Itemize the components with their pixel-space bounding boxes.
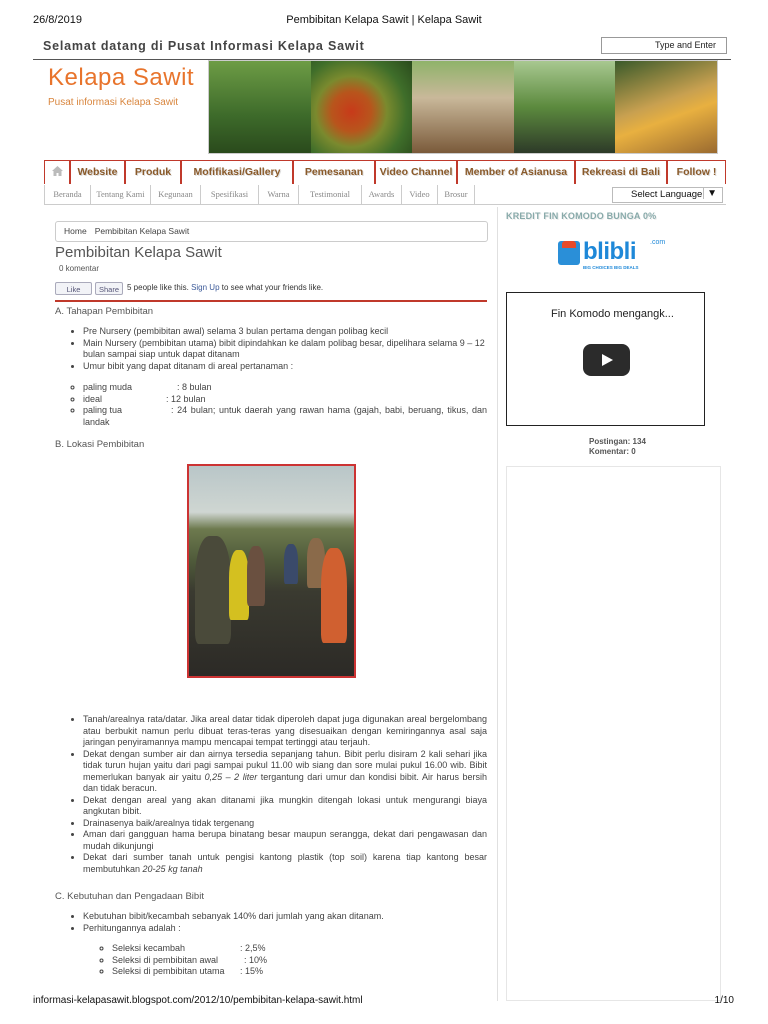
- list-item: [83, 749, 487, 795]
- list-item-text: Dekat dengan sumber air dan airnya tersedia sepanjang tahun. Bibit perlu disiram 2 kali sehari jika tidak turun hujan yaitu dari pagi sampai pukul 11.00 wib siang dan sore mulai pukul 16.00 wib. Bibit memerlukan banyak air yaitu: [83, 748, 487, 782]
- banner-timber: [615, 61, 717, 153]
- subnav-video[interactable]: Video: [401, 185, 437, 205]
- subnav-tentang-kami[interactable]: Tentang Kami: [90, 185, 150, 205]
- calc-label: Seleksi di pembibitan awal: [112, 954, 219, 965]
- list-item: • Perhitungannya adalah :: [83, 923, 487, 935]
- list-item: [83, 394, 487, 406]
- like-text: [127, 283, 323, 292]
- banner-hornbill: [514, 61, 616, 153]
- play-icon[interactable]: [583, 344, 630, 376]
- subnav-warna[interactable]: Warna: [258, 185, 298, 205]
- list-item: • Aman dari gangguan hama berupa binatang besar maupun serangga, dekat dari pengawasan dan mudah dikunjungi: [83, 829, 487, 852]
- list-item: [83, 382, 487, 394]
- calc-value: : 10%: [244, 954, 268, 965]
- blibli-com: .com: [650, 239, 666, 246]
- like-count: 5 people like this.: [127, 283, 189, 292]
- section-b-content: [55, 714, 487, 875]
- nav-rekreasi-bali[interactable]: Rekreasi di Bali: [575, 160, 667, 184]
- comments-total: Komentar: 0: [589, 447, 636, 456]
- age-label: paling muda: [83, 382, 133, 392]
- language-select-label: Select Language: [631, 189, 703, 200]
- welcome-text: Selamat datang di Pusat Informasi Kelapa Sawit: [43, 39, 365, 53]
- list-item-text: Dekat dari sumber tanah untuk pengisi kantong plastik (top soil) karena tiap kantong besar membutuhkan: [83, 852, 487, 874]
- main-nav: [44, 160, 726, 184]
- site-tagline: Pusat informasi Kelapa Sawit: [48, 97, 179, 108]
- shopping-bag-icon: [558, 241, 580, 265]
- shopping-bag-top: [562, 241, 576, 248]
- like-button[interactable]: Like: [55, 282, 92, 295]
- banner-harvester: [412, 61, 514, 153]
- nav-produk[interactable]: Produk: [125, 160, 181, 184]
- list-item-emphasis: 20-25 kg tanah: [142, 863, 203, 874]
- like-suffix: to see what your friends like.: [221, 283, 324, 292]
- age-label: paling tua: [83, 405, 123, 415]
- list-item-text: tergantung dari umur dan kondisi bibit. Air harus bersih dan tidak beracun.: [83, 771, 487, 793]
- section-b-heading: B. Lokasi Pembibitan: [55, 439, 145, 450]
- list-item: [112, 966, 487, 978]
- print-page-number: 1/10: [714, 995, 734, 1006]
- share-button[interactable]: Share: [95, 282, 123, 295]
- section-c-content: [55, 911, 487, 978]
- comment-count[interactable]: 0 komentar: [59, 264, 100, 273]
- welcome-bar: [33, 36, 731, 60]
- list-item: • Umur bibit yang dapat ditanam di areal pertanaman :: [83, 361, 487, 373]
- video-title[interactable]: Fin Komodo mengangk...: [551, 308, 674, 320]
- home-icon[interactable]: [44, 160, 70, 184]
- subnav-beranda[interactable]: Beranda: [44, 185, 90, 205]
- perhitungan-list: [55, 943, 487, 978]
- chevron-down-icon: ▼: [703, 188, 717, 199]
- language-select[interactable]: [612, 187, 723, 203]
- print-header: [0, 14, 768, 32]
- list-item: • Pre Nursery (pembibitan awal) selama 3 bulan pertama dengan polibag kecil: [83, 326, 487, 338]
- blog-stats: [589, 437, 646, 457]
- age-value: : 24 bulan; untuk daerah yang rawan hama (gajah, babi, beruang, tikus, dan landak: [83, 405, 487, 427]
- list-item: • Tanah/arealnya rata/datar. Jika areal datar tidak diperoleh dapat juga digunakan areal bergelombang atau berbukit namun perlu dibuat teras-teras yang disesuaikan dengan kemiringannya asal saja jaringan penyiramannya mampu mencapai tempat tertinggi atau terjauh.: [83, 714, 487, 749]
- sidebar-widget-box: [506, 466, 721, 1001]
- calc-label: Seleksi kecambah: [112, 943, 186, 953]
- print-url: informasi-kelapasawit.blogspot.com/2012/10/pembibitan-kelapa-sawit.html: [33, 995, 363, 1006]
- site-title[interactable]: Kelapa Sawit: [48, 64, 195, 91]
- list-item: [83, 405, 487, 428]
- list-item: • Drainasenya baik/arealnya tidak tergenang: [83, 818, 487, 830]
- lokasi-list: [55, 714, 487, 875]
- post-title: Pembibitan Kelapa Sawit: [55, 244, 222, 261]
- calc-label: Seleksi di pembibitan utama: [112, 966, 225, 976]
- calc-value: : 2,5%: [240, 943, 266, 953]
- photo-worker: [229, 550, 249, 620]
- blibli-wordmark: blibli: [583, 238, 636, 265]
- breadcrumb-current: Pembibitan Kelapa Sawit: [94, 226, 190, 236]
- subnav-brosur[interactable]: Brosur: [437, 185, 475, 205]
- section-a-heading: A. Tahapan Pembibitan: [55, 306, 154, 317]
- search-input[interactable]: Type and Enter: [601, 37, 727, 54]
- age-label: ideal: [83, 393, 103, 404]
- nav-website[interactable]: Website: [70, 160, 125, 184]
- section-c-heading: C. Kebutuhan dan Pengadaan Bibit: [55, 891, 204, 902]
- subnav-awards[interactable]: Awards: [361, 185, 401, 205]
- banner-palm-trees: [209, 61, 311, 153]
- posts-count: Postingan: 134: [589, 437, 646, 446]
- subnav-testimonial[interactable]: Testimonial: [298, 185, 361, 205]
- nav-member-asianusa[interactable]: Member of Asianusa: [457, 160, 575, 184]
- list-item: • Main Nursery (pembibitan utama) bibit dipindahkan ke dalam polibag besar, dipelihara selama 9 – 12 bulan sampai siap untuk dapat ditanam: [83, 338, 487, 361]
- banner-palm-fruit: [311, 61, 413, 153]
- blibli-logo[interactable]: [558, 238, 668, 274]
- post-divider: [55, 300, 487, 302]
- breadcrumb: [55, 221, 488, 242]
- calc-value: : 15%: [240, 966, 264, 976]
- tahapan-list: [55, 326, 487, 372]
- nav-video-channel[interactable]: Video Channel: [375, 160, 457, 184]
- nav-pemesanan[interactable]: Pemesanan: [293, 160, 375, 184]
- home-icon-graphic: [52, 166, 63, 176]
- age-value: : 12 bulan: [166, 393, 206, 404]
- list-item: [112, 943, 487, 955]
- video-embed[interactable]: [506, 292, 705, 426]
- photo-worker: [195, 536, 231, 644]
- subnav-spesifikasi[interactable]: Spesifikasi: [200, 185, 258, 205]
- print-title: Pembibitan Kelapa Sawit | Kelapa Sawit: [286, 14, 482, 26]
- list-item: • Dekat dengan areal yang akan ditanami jika mungkin ditengah lokasi untuk mengurangi biaya angkutan bibit.: [83, 795, 487, 818]
- age-value: : 8 bulan: [177, 382, 212, 392]
- signup-link[interactable]: Sign Up: [191, 283, 220, 292]
- list-item: [83, 852, 487, 875]
- photo-worker: [321, 548, 347, 643]
- breadcrumb-home[interactable]: Home: [64, 226, 87, 236]
- subnav-kegunaan[interactable]: Kegunaan: [150, 185, 200, 205]
- section-a-content: [55, 326, 487, 428]
- nav-follow[interactable]: Follow !: [667, 160, 726, 184]
- sidebar-ad-title: KREDIT FIN KOMODO BUNGA 0%: [506, 211, 657, 221]
- kebutuhan-list: [55, 911, 487, 934]
- photo-worker: [284, 544, 298, 584]
- list-item: • Kebutuhan bibit/kecambah sebanyak 140% dari jumlah yang akan ditanam.: [83, 911, 487, 923]
- umur-list: [55, 382, 487, 428]
- list-item: [112, 955, 487, 967]
- nursery-photo: [187, 464, 356, 678]
- photo-worker: [247, 546, 265, 606]
- header-banner-image: [208, 60, 718, 154]
- blibli-slogan: BIG CHOICES BIG DEALS: [583, 265, 639, 270]
- list-item-emphasis: 0,25 – 2 liter: [204, 771, 258, 782]
- print-date: 26/8/2019: [33, 14, 82, 26]
- nav-gallery[interactable]: Mofifikasi/Gallery: [181, 160, 293, 184]
